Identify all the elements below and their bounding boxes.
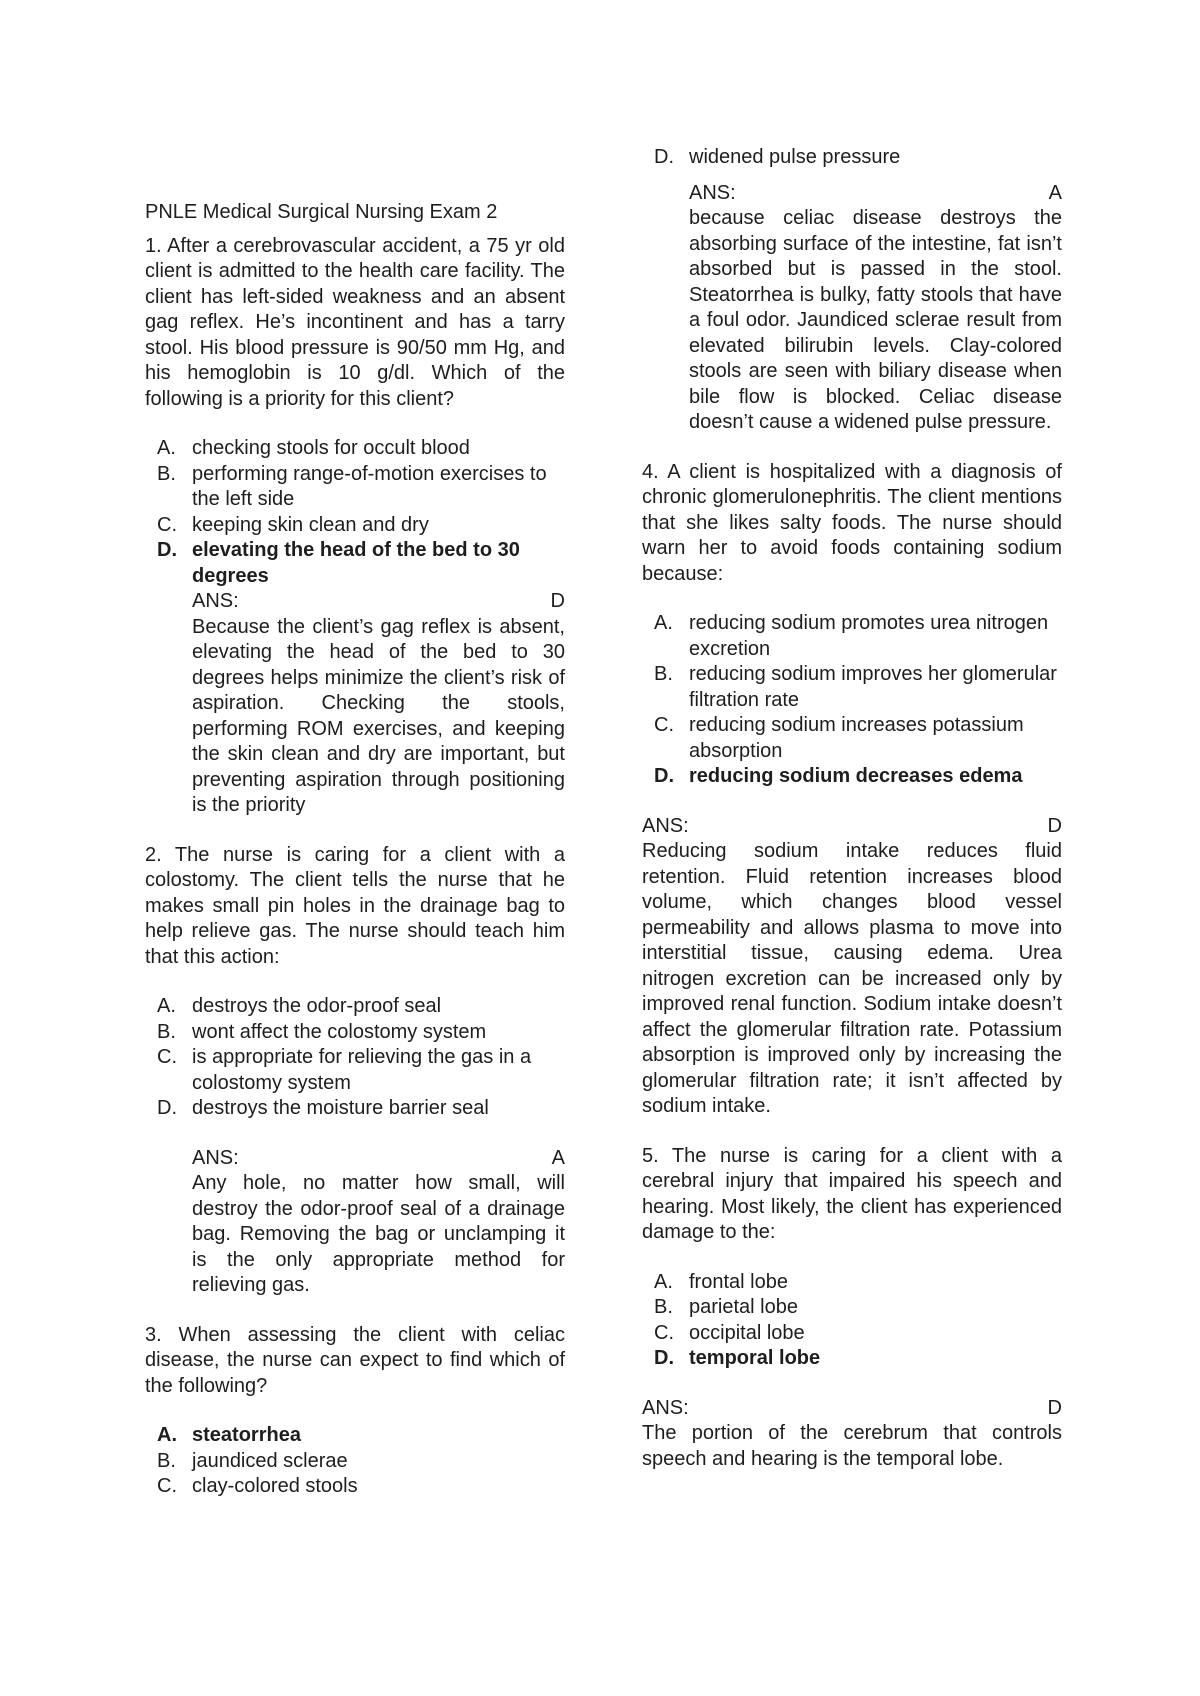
ans-letter: D xyxy=(1047,814,1062,837)
ans-label: ANS: xyxy=(192,590,239,612)
question-4-options xyxy=(642,611,1062,790)
option-a-correct: A. steatorrhea xyxy=(157,1424,301,1446)
question-3-options-continued xyxy=(642,145,1062,171)
option-b: B. wont affect the colostomy system xyxy=(157,1020,487,1043)
option-c: C. is appropriate for relieving the gas in a colostomy system xyxy=(157,1046,532,1094)
question-1-stem: 1. After a cerebrovascular accident, a 75 yr old client is admitted to the health care facility. The client has left-sided weakness and an absent gag reflex. He’s incontinent and has a tarry stool. His blood pressure is 90/50 mm Hg, and his hemoglobin is 10 g/dl. Which of the following is a priority for this client? xyxy=(145,234,565,410)
ans-letter: D xyxy=(550,590,565,612)
option-d: D. destroys the moisture barrier seal xyxy=(157,1097,489,1119)
question-1-options xyxy=(145,436,565,589)
question-5-explanation: The portion of the cerebrum that controls speech and hearing is the temporal lobe. xyxy=(642,1422,1062,1470)
ans-letter: A xyxy=(1048,181,1062,204)
option-c: C. keeping skin clean and dry xyxy=(157,513,429,536)
question-1-explanation: Because the client’s gag reflex is absent, elevating the head of the bed to 30 degrees helps minimize the client’s risk of aspiration. Checking the stools, performing ROM exercises, and keeping the skin clean and dry are important, but preventing aspiration through positioning is the priority xyxy=(192,615,565,816)
question-5 xyxy=(642,1144,1062,1473)
ans-label: ANS: xyxy=(642,814,689,837)
question-2-options xyxy=(145,994,565,1122)
ans-letter: D xyxy=(1047,1396,1062,1419)
question-3-explanation: because celiac disease destroys the absorbing surface of the intestine, fat isn’t absorbed but is passed in the stool. Steatorrhea is bulky, fatty stools that have a foul odor. Jaundiced sclerae result from elevated bilirubin levels. Clay-colored stools are seen with biliary disease when bile flow is blocked. Celiac disease doesn’t cause a widened pulse pressure. xyxy=(689,207,1062,433)
question-4-stem: 4. A client is hospitalized with a diagnosis of chronic glomerulonephritis. The client mentions that she likes salty foods. The nurse should warn her to avoid foods containing sodium because: xyxy=(642,460,1062,585)
question-2-answer xyxy=(192,1146,565,1299)
option-d-correct: D. elevating the head of the bed to 30 degrees xyxy=(157,539,520,587)
option-b: B. reducing sodium improves her glomerular filtration rate xyxy=(654,663,1057,711)
question-3-continued xyxy=(642,145,1062,436)
question-5-options xyxy=(642,1270,1062,1372)
option-c: C. occipital lobe xyxy=(654,1321,805,1344)
question-3-options xyxy=(145,1423,565,1500)
option-d-correct: D. reducing sodium decreases edema xyxy=(654,765,1023,787)
ans-label: ANS: xyxy=(689,181,736,204)
question-2-stem: 2. The nurse is caring for a client with a colostomy. The client tells the nurse that he makes small pin holes in the drainage bag to help relieve gas. The nurse should teach him that this action: xyxy=(145,843,565,968)
option-b: B. parietal lobe xyxy=(654,1296,798,1318)
option-a: A. destroys the odor-proof seal xyxy=(157,995,442,1017)
question-3-answer xyxy=(689,181,1062,436)
option-b: B. performing range-of-motion exercises to the left side xyxy=(157,462,547,510)
left-column xyxy=(145,200,565,1500)
page-title: PNLE Medical Surgical Nursing Exam 2 xyxy=(145,201,498,223)
question-3 xyxy=(145,1323,565,1500)
option-d: D. widened pulse pressure xyxy=(654,146,901,168)
option-a: A. checking stools for occult blood xyxy=(157,437,470,459)
question-4-answer xyxy=(642,814,1062,1120)
option-c: C. reducing sodium increases potassium absorption xyxy=(654,714,1024,762)
question-5-answer xyxy=(642,1396,1062,1473)
question-2-explanation: Any hole, no matter how small, will destroy the odor-proof seal of a drainage bag. Removing the bag or unclamping it is the only appropriate method for relieving gas. xyxy=(192,1172,565,1296)
ans-letter: A xyxy=(551,1146,565,1169)
option-d-correct: D. temporal lobe xyxy=(654,1347,821,1369)
option-a: A. reducing sodium promotes urea nitrogen excretion xyxy=(654,612,1049,660)
question-4-explanation: Reducing sodium intake reduces fluid retention. Fluid retention increases blood volume, which changes blood vessel permeability and allows plasma to move into interstitial tissue, causing edema. Urea nitrogen excretion can be increased only by improved renal function. Sodium intake doesn’t affect the glomerular filtration rate. Potassium absorption is improved only by increasing the glomerular filtration rate; it isn’t affected by sodium intake. xyxy=(642,840,1062,1117)
right-column xyxy=(642,145,1062,1472)
question-3-stem: 3. When assessing the client with celiac disease, the nurse can expect to find which of the following? xyxy=(145,1323,565,1397)
option-b: B. jaundiced sclerae xyxy=(157,1449,348,1472)
question-1-answer xyxy=(192,589,565,819)
question-4 xyxy=(642,460,1062,1120)
ans-label: ANS: xyxy=(642,1396,689,1419)
option-a: A. frontal lobe xyxy=(654,1270,788,1293)
question-5-stem: 5. The nurse is caring for a client with a cerebral injury that impaired his speech and hearing. Most likely, the client has experienced damage to the: xyxy=(642,1144,1062,1243)
question-2 xyxy=(145,843,565,1299)
option-c: C. clay-colored stools xyxy=(157,1475,358,1497)
ans-label: ANS: xyxy=(192,1146,239,1169)
question-1 xyxy=(145,234,565,819)
